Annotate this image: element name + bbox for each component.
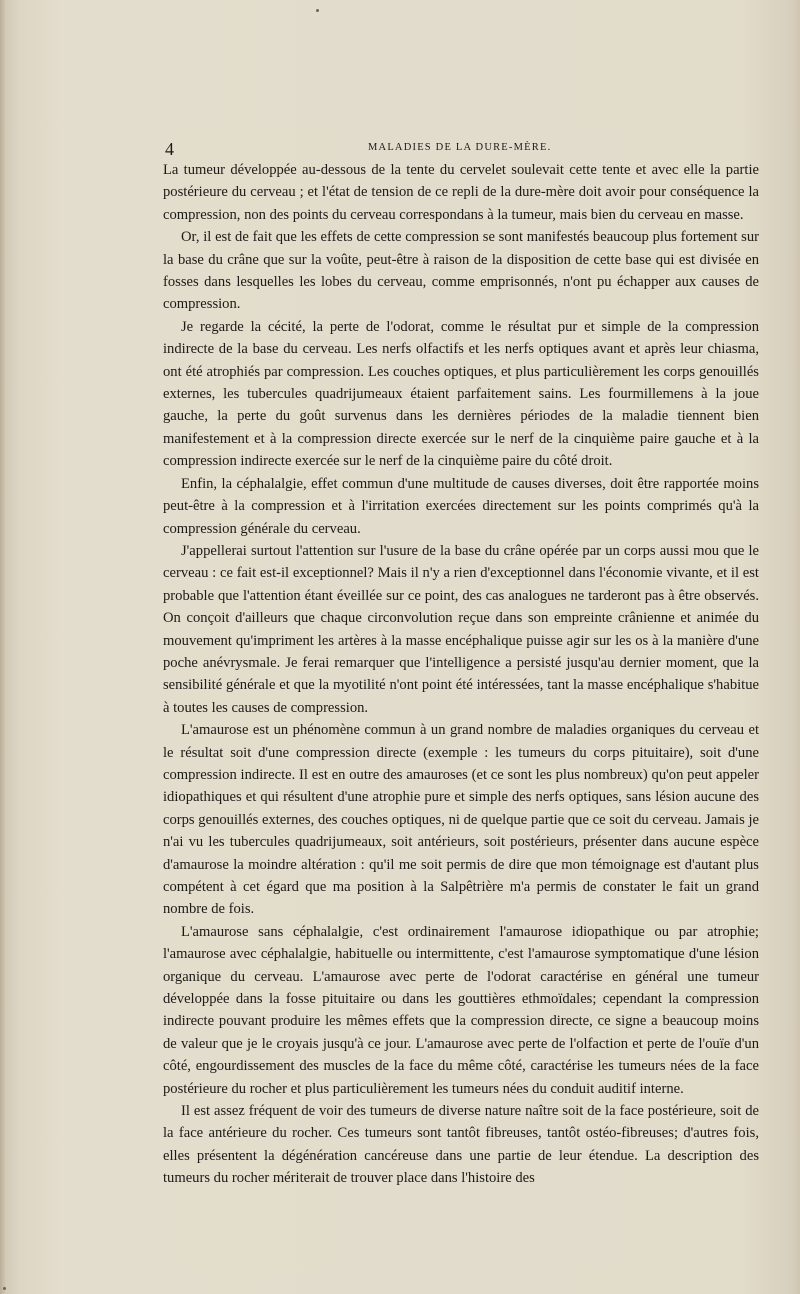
paper-speck — [3, 1287, 6, 1290]
paragraph: Je regarde la cécité, la perte de l'odorat, comme le résultat pur et simple de la compression indirecte de la base du cerveau. Les nerfs olfactifs et les nerfs optiques avant et après leur chiasma, ont été atrophiés par compression. Les couches optiques, et plus particulièrement les corps genouillés externes, les tubercules quadrijumeaux étaient parfaitement sains. Les fourmillemens à la joue gauche, la perte du goût survenus dans les dernières périodes de la maladie tiennent bien manifestement et à la compression directe exercée sur le nerf de la cinquième paire gauche et à la compression indirecte exercée sur le nerf de la cinquième paire du côté droit. — [163, 318, 759, 470]
page-edge-shadow — [0, 0, 6, 1294]
paragraph: La tumeur développée au-dessous de la tente du cervelet soulevait cette tente et avec elle la partie postérieure du cerveau ; et l'état de tension de ce repli de la dure-mère doit avoir pour conséquence la compression, non des points du cerveau correspondans à la tumeur, mais bien du cerveau en masse. — [163, 162, 759, 223]
body-text — [163, 159, 759, 1190]
page-number: 4 — [165, 139, 174, 159]
paragraph: Enfin, la céphalalgie, effet commun d'une multitude de causes diverses, doit être rapportée moins peut-être à la compression et à l'irritation exercées directement sur les points comprimés qu'à la compression générale du cerveau. — [163, 475, 759, 537]
page-header — [165, 131, 755, 159]
paragraph: L'amaurose sans céphalalgie, c'est ordinairement l'amaurose idiopathique ou par atrophie; l'amaurose avec céphalalgie, habituelle ou intermittente, c'est l'amaurose symptomatique d'une lésion organique du cerveau. L'amaurose avec perte de l'odorat caractérise en général une tumeur développée dans la fosse pituitaire ou dans les gouttières ethmoïdales; cependant la compression indirecte pouvant produire les mêmes effets que la compression directe, ce signe a beaucoup moins de valeur que je le croyais jusqu'à ce jour. L'amaurose avec perte de l'olfaction et perte de l'ouïe d'un côté, engourdissement des muscles de la face du même côté, caractérise les tumeurs nées de la face postérieure du rocher et plus particulièrement les tumeurs nées du conduit auditif interne. — [163, 923, 759, 1097]
paper-speck — [316, 9, 319, 12]
paragraph: Il est assez fréquent de voir des tumeurs de diverse nature naître soit de la face postérieure, soit de la face antérieure du rocher. Ces tumeurs sont tantôt fibreuses, tantôt ostéo-fibreuses; d'autres fois, elles présentent la dégénération cancéreuse dans une partie de leur étendue. La description des tumeurs du rocher mériterait de trouver place dans l'histoire des — [163, 1103, 759, 1187]
paragraph: L'amaurose est un phénomène commun à un grand nombre de maladies organiques du cerveau et le résultat soit d'une compression directe (exemple : les tumeurs du corps pituitaire), soit d'une compression indirecte. Il est en outre des amauroses (et ce sont les plus nombreux) qu'on peut appeler idiopathiques et qui résultent d'une atrophie pure et simple des nerfs optiques, sans lésion aucune des corps genouillés externes, des couches optiques, ni de quelque partie que ce soit du cerveau. Jamais je n'ai vu les tubercules quadrijumeaux, soit antérieurs, soit postérieurs, présenter dans aucune espèce d'amaurose la moindre altération : qu'il me soit permis de dire que mon témoignage est d'autant plus compétent à cet égard que ma position à la Salpêtrière m'a permis de constater le fait un grand nombre de fois. — [163, 722, 759, 918]
paragraph: J'appellerai surtout l'attention sur l'usure de la base du crâne opérée par un corps aussi mou que le cerveau : ce fait est-il exceptionnel? Mais il n'y a rien d'exceptionnel dans l'économie vivante, et il est probable que l'attention étant éveillée sur ce point, des cas analogues ne tarderont pas à être observés. On conçoit d'ailleurs que chaque circonvolution reçue dans son empreinte crânienne et animée du mouvement qu'impriment les artères à la masse encéphalique puisse agir sur les os à la manière d'une poche anévrysmale. Je ferai remarquer que l'intelligence a persisté jusqu'au dernier moment, que la sensibilité générale et que la myotilité n'ont point été intéressées, tant la masse encéphalique s'habitue à toutes les causes de compression. — [163, 542, 759, 716]
running-head: MALADIES DE LA DURE-MÈRE. — [368, 142, 552, 153]
paragraph: Or, il est de fait que les effets de cette compression se sont manifestés beaucoup plus fortement sur la base du crâne que sur la voûte, peut-être à raison de la disposition de cette base qui est divisée en fosses dans lesquelles les lobes du cerveau, comme emprisonnés, n'ont pu échapper aux causes de compression. — [163, 229, 759, 313]
